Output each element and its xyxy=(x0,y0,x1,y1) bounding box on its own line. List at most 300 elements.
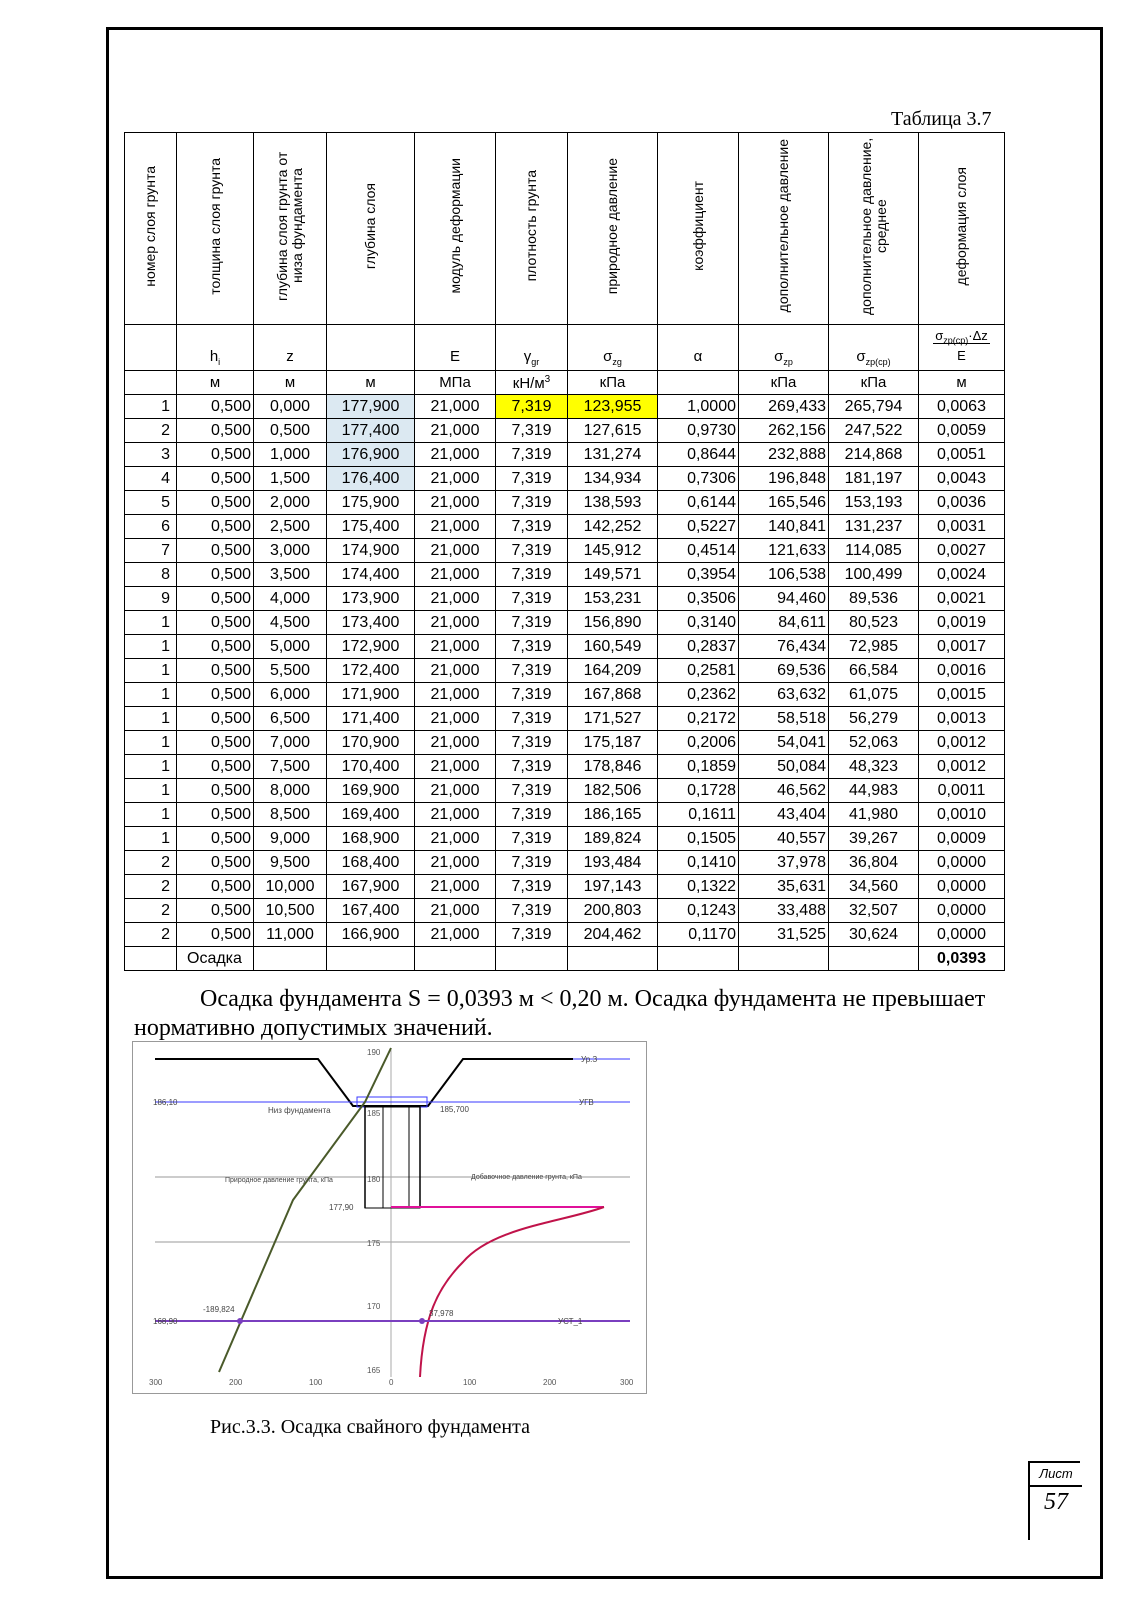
table-row xyxy=(125,827,1005,851)
symbol-cell xyxy=(254,325,327,371)
table-cell: 31,525 xyxy=(739,923,829,947)
table-cell: 0,1728 xyxy=(658,779,739,803)
table-cell: 21,000 xyxy=(415,875,496,899)
x-tick-label: 300 xyxy=(620,1378,634,1387)
table-cell: 197,143 xyxy=(568,875,658,899)
table-cell: 182,506 xyxy=(568,779,658,803)
y-tick-label: 165 xyxy=(367,1366,381,1375)
table-cell: 43,404 xyxy=(739,803,829,827)
table-cell: 6 xyxy=(125,515,177,539)
unit-cell xyxy=(658,371,739,395)
table-cell: 1 xyxy=(125,803,177,827)
table-cell: 171,527 xyxy=(568,707,658,731)
table-cell: 2,500 xyxy=(254,515,327,539)
y-tick-label: 190 xyxy=(367,1048,381,1057)
table-cell: 36,804 xyxy=(829,851,919,875)
symbol-cell xyxy=(496,325,568,371)
table-cell: 7,319 xyxy=(496,779,568,803)
table-cell: 269,433 xyxy=(739,395,829,419)
conclusion-paragraph xyxy=(134,985,1064,1043)
table-cell: 61,075 xyxy=(829,683,919,707)
table-cell: 138,593 xyxy=(568,491,658,515)
symbol-cell xyxy=(327,325,415,371)
unit-cell: м xyxy=(327,371,415,395)
table-cell: 21,000 xyxy=(415,731,496,755)
table-cell: 0,1170 xyxy=(658,923,739,947)
table-cell: 21,000 xyxy=(415,539,496,563)
table-cell: 2 xyxy=(125,875,177,899)
base-value-label: 185,700 xyxy=(440,1105,469,1114)
table-cell: 173,900 xyxy=(327,587,415,611)
table-cell: 149,571 xyxy=(568,563,658,587)
table-cell: 100,499 xyxy=(829,563,919,587)
table-cell: 164,209 xyxy=(568,659,658,683)
table-cell: 1 xyxy=(125,683,177,707)
table-cell: 54,041 xyxy=(739,731,829,755)
table-cell: 21,000 xyxy=(415,419,496,443)
pile-group xyxy=(365,1107,420,1208)
table-cell: 7,319 xyxy=(496,611,568,635)
table-cell: 176,900 xyxy=(327,443,415,467)
conclusion-line-1: Осадка фундамента S = 0,0393 м < 0,20 м. Осадка фундамента не превышает xyxy=(200,986,986,1012)
table-cell: 4,500 xyxy=(254,611,327,635)
table-cell: 175,400 xyxy=(327,515,415,539)
table-cell: 200,803 xyxy=(568,899,658,923)
table-cell: 21,000 xyxy=(415,851,496,875)
table-cell: 0,0000 xyxy=(919,875,1005,899)
table-cell: 7,319 xyxy=(496,659,568,683)
settlement-table xyxy=(124,132,1005,971)
symbol-text: α xyxy=(693,348,703,365)
header-cell xyxy=(415,133,496,325)
table-cell: 21,000 xyxy=(415,923,496,947)
table-cell: 0,500 xyxy=(177,707,254,731)
x-tick-label: 300 xyxy=(149,1378,163,1387)
table-cell xyxy=(415,947,496,971)
table-cell: 167,868 xyxy=(568,683,658,707)
symbol-sub: zp xyxy=(783,357,793,367)
table-cell: 4,000 xyxy=(254,587,327,611)
table-cell: 0,500 xyxy=(177,491,254,515)
table-cell: 7,500 xyxy=(254,755,327,779)
figure-caption: Рис.3.3. Осадка свайного фундамента xyxy=(210,1416,530,1438)
table-cell: 247,522 xyxy=(829,419,919,443)
table-cell: 186,165 xyxy=(568,803,658,827)
unit-cell: кПа xyxy=(568,371,658,395)
table-cell: 9 xyxy=(125,587,177,611)
table-cell: 10,500 xyxy=(254,899,327,923)
table-cell: 0,1859 xyxy=(658,755,739,779)
header-text: модуль деформации xyxy=(446,158,463,294)
table-cell: 7,319 xyxy=(496,803,568,827)
symbol-sub: gr xyxy=(531,357,540,367)
table-cell: 21,000 xyxy=(415,899,496,923)
table-cell: 214,868 xyxy=(829,443,919,467)
symbol-text: σ xyxy=(856,348,866,365)
table-cell: 0,0012 xyxy=(919,755,1005,779)
table-cell: 32,507 xyxy=(829,899,919,923)
table-row xyxy=(125,731,1005,755)
table-cell: 0,500 xyxy=(177,755,254,779)
unit-cell: м xyxy=(177,371,254,395)
header-text: глубина слоя грунта от низа фундамента xyxy=(274,151,305,301)
table-cell: 7,319 xyxy=(496,587,568,611)
table-cell: 0,0011 xyxy=(919,779,1005,803)
x-tick-label: 100 xyxy=(309,1378,323,1387)
symbol-text: σ xyxy=(603,348,613,365)
header-text: плотность грунта xyxy=(523,170,539,282)
table-cell: 170,900 xyxy=(327,731,415,755)
table-cell: 1 xyxy=(125,659,177,683)
table-cell: 131,274 xyxy=(568,443,658,467)
table-row xyxy=(125,923,1005,947)
table-cell: 7,319 xyxy=(496,515,568,539)
header-cell xyxy=(658,133,739,325)
table-cell: 0,3140 xyxy=(658,611,739,635)
symbol-text: z xyxy=(286,348,294,365)
table-cell: 0,0027 xyxy=(919,539,1005,563)
table-cell: 0,500 xyxy=(177,827,254,851)
added-label: Добавочное давление грунта, кПа xyxy=(471,1174,582,1181)
natural-usl-marker xyxy=(237,1318,243,1324)
table-cell: 0,0009 xyxy=(919,827,1005,851)
table-row xyxy=(125,443,1005,467)
table-cell: 168,400 xyxy=(327,851,415,875)
table-cell: 170,400 xyxy=(327,755,415,779)
table-cell: 0,6144 xyxy=(658,491,739,515)
symbol-text: γ xyxy=(523,348,532,365)
table-cell: 7,319 xyxy=(496,683,568,707)
table-cell: 0,500 xyxy=(177,539,254,563)
table-cell: 169,400 xyxy=(327,803,415,827)
table-cell: 174,400 xyxy=(327,563,415,587)
table-cell: 196,848 xyxy=(739,467,829,491)
table-cell: 171,400 xyxy=(327,707,415,731)
table-cell: 3,500 xyxy=(254,563,327,587)
table-cell: 1,0000 xyxy=(658,395,739,419)
table-cell: 0,9730 xyxy=(658,419,739,443)
table-row xyxy=(125,899,1005,923)
table-cell: 2 xyxy=(125,899,177,923)
table-caption: Таблица 3.7 xyxy=(891,108,992,130)
table-cell: 4 xyxy=(125,467,177,491)
unit-cell xyxy=(125,371,177,395)
conclusion-line-2: нормативно допустимых значений. xyxy=(134,1015,493,1041)
table-cell: 8,000 xyxy=(254,779,327,803)
table-cell: 37,978 xyxy=(739,851,829,875)
table-cell: 0,500 xyxy=(177,563,254,587)
pile-tip-label: 177,90 xyxy=(329,1203,354,1212)
table-cell: 7,000 xyxy=(254,731,327,755)
table-cell: 181,197 xyxy=(829,467,919,491)
total-label: Осадка xyxy=(177,947,254,971)
table-cell: 0,3506 xyxy=(658,587,739,611)
table-cell: 0,500 xyxy=(177,731,254,755)
symbol-sub: zp(cp) xyxy=(865,357,891,367)
table-cell: 21,000 xyxy=(415,659,496,683)
table-row xyxy=(125,563,1005,587)
header-text: глубина слоя xyxy=(362,182,378,270)
table-cell: 35,631 xyxy=(739,875,829,899)
table-cell: 156,890 xyxy=(568,611,658,635)
table-row xyxy=(125,611,1005,635)
table-cell: 0,0059 xyxy=(919,419,1005,443)
sheet-label: Лист xyxy=(1030,1463,1082,1487)
table-cell: 94,460 xyxy=(739,587,829,611)
table-cell: 21,000 xyxy=(415,779,496,803)
header-cell xyxy=(177,133,254,325)
table-cell: 0,500 xyxy=(177,659,254,683)
table-cell: 173,400 xyxy=(327,611,415,635)
unit-cell: м xyxy=(254,371,327,395)
table-cell: 7 xyxy=(125,539,177,563)
table-cell: 175,900 xyxy=(327,491,415,515)
settlement-diagram xyxy=(132,1041,647,1394)
table-cell: 1 xyxy=(125,611,177,635)
table-row xyxy=(125,851,1005,875)
table-cell: 44,983 xyxy=(829,779,919,803)
table-cell: 0,1611 xyxy=(658,803,739,827)
symbol-cell xyxy=(415,325,496,371)
table-cell: 0,0031 xyxy=(919,515,1005,539)
table-cell: 177,400 xyxy=(327,419,415,443)
table-cell xyxy=(658,947,739,971)
table-cell xyxy=(254,947,327,971)
unit-cell: кПа xyxy=(829,371,919,395)
table-cell: 175,187 xyxy=(568,731,658,755)
table-cell: 0,500 xyxy=(177,467,254,491)
table-cell: 121,633 xyxy=(739,539,829,563)
table-cell: 0,500 xyxy=(254,419,327,443)
table-cell: 172,400 xyxy=(327,659,415,683)
table-cell: 1 xyxy=(125,827,177,851)
sheet-stamp xyxy=(1028,1461,1080,1540)
table-cell: 131,237 xyxy=(829,515,919,539)
added-pressure-curve xyxy=(420,1207,604,1377)
symbol-cell xyxy=(829,325,919,371)
usl-value-label: 168,90 xyxy=(153,1317,178,1326)
header-text: номер слоя грунта xyxy=(142,165,158,287)
table-row xyxy=(125,491,1005,515)
table-cell: 80,523 xyxy=(829,611,919,635)
table-cell xyxy=(568,947,658,971)
table-cell: 69,536 xyxy=(739,659,829,683)
table-cell: 262,156 xyxy=(739,419,829,443)
table-cell: 169,900 xyxy=(327,779,415,803)
strain-formula: $\sigma_{zp(cp)}\cdot\Delta z$ E xyxy=(935,327,988,364)
table-cell: 177,900 xyxy=(327,395,415,419)
table-cell: 0,500 xyxy=(177,419,254,443)
symbol-cell xyxy=(658,325,739,371)
symbol-cell xyxy=(739,325,829,371)
table-cell: 0,7306 xyxy=(658,467,739,491)
table-cell xyxy=(327,947,415,971)
x-tick-label: 0 xyxy=(389,1378,394,1387)
table-cell: 46,562 xyxy=(739,779,829,803)
table-cell: 7,319 xyxy=(496,731,568,755)
table-cell: 1 xyxy=(125,755,177,779)
ground-profile xyxy=(155,1059,573,1106)
table-cell: 0,0017 xyxy=(919,635,1005,659)
table-cell: 7,319 xyxy=(496,563,568,587)
table-cell: 0,500 xyxy=(177,443,254,467)
symbol-sub: i xyxy=(218,357,221,367)
table-cell: 0,2581 xyxy=(658,659,739,683)
symbol-cell xyxy=(568,325,658,371)
added-usl-marker xyxy=(419,1318,425,1324)
table-cell: 11,000 xyxy=(254,923,327,947)
table-cell: 7,319 xyxy=(496,899,568,923)
unit-cell: м xyxy=(919,371,1005,395)
table-cell: 41,980 xyxy=(829,803,919,827)
table-cell: 21,000 xyxy=(415,755,496,779)
table-cell: 0,500 xyxy=(177,611,254,635)
table-cell: 0,0012 xyxy=(919,731,1005,755)
table-cell: 7,319 xyxy=(496,443,568,467)
table-row xyxy=(125,707,1005,731)
table-cell: 21,000 xyxy=(415,443,496,467)
table-cell: 168,900 xyxy=(327,827,415,851)
table-cell: 72,985 xyxy=(829,635,919,659)
header-cell xyxy=(327,133,415,325)
table-cell: 58,518 xyxy=(739,707,829,731)
table-cell: 33,488 xyxy=(739,899,829,923)
y-tick-label: 185 xyxy=(367,1109,381,1118)
x-tick-label: 200 xyxy=(543,1378,557,1387)
table-cell: 0,500 xyxy=(177,683,254,707)
table-cell: 1 xyxy=(125,395,177,419)
table-cell: 9,000 xyxy=(254,827,327,851)
table-cell: 0,0051 xyxy=(919,443,1005,467)
table-cell: 114,085 xyxy=(829,539,919,563)
table-cell: 2 xyxy=(125,419,177,443)
table-cell: 232,888 xyxy=(739,443,829,467)
natural-usl-value: -189,824 xyxy=(203,1305,235,1314)
table-cell: 21,000 xyxy=(415,395,496,419)
table-cell xyxy=(829,947,919,971)
table-cell: 0,500 xyxy=(177,899,254,923)
table-cell: 21,000 xyxy=(415,635,496,659)
table-cell: 134,934 xyxy=(568,467,658,491)
table-cell: 171,900 xyxy=(327,683,415,707)
table-cell: 172,900 xyxy=(327,635,415,659)
header-cell xyxy=(254,133,327,325)
ugv-value-label: 186,10 xyxy=(153,1098,178,1107)
table-cell xyxy=(496,947,568,971)
table-cell: 0,0019 xyxy=(919,611,1005,635)
table-cell: 174,900 xyxy=(327,539,415,563)
table-cell: 1 xyxy=(125,731,177,755)
table-cell: 7,319 xyxy=(496,395,568,419)
header-cell xyxy=(125,133,177,325)
table-row xyxy=(125,683,1005,707)
table-cell: 5,000 xyxy=(254,635,327,659)
table-cell: 0,8644 xyxy=(658,443,739,467)
table-cell: 0,000 xyxy=(254,395,327,419)
table-cell: 21,000 xyxy=(415,491,496,515)
level-top-label: Ур.З xyxy=(581,1055,598,1064)
table-row xyxy=(125,635,1005,659)
table-cell: 7,319 xyxy=(496,539,568,563)
y-tick-label: 170 xyxy=(367,1302,381,1311)
table-cell: 7,319 xyxy=(496,923,568,947)
table-cell: 7,319 xyxy=(496,755,568,779)
diagram-svg xyxy=(133,1042,646,1393)
table-cell: 7,319 xyxy=(496,635,568,659)
table-row xyxy=(125,515,1005,539)
symbol-cell xyxy=(177,325,254,371)
table-cell: 193,484 xyxy=(568,851,658,875)
table-cell: 0,0016 xyxy=(919,659,1005,683)
table-cell: 0,0036 xyxy=(919,491,1005,515)
table-cell: 21,000 xyxy=(415,827,496,851)
natural-label: Природное давление грунта, кПа xyxy=(225,1177,333,1184)
table-cell: 40,557 xyxy=(739,827,829,851)
total-value: 0,0393 xyxy=(919,947,1005,971)
table-cell: 21,000 xyxy=(415,683,496,707)
table-cell: 127,615 xyxy=(568,419,658,443)
table-cell: 7,319 xyxy=(496,467,568,491)
table-cell: 0,500 xyxy=(177,803,254,827)
table-cell: 0,3954 xyxy=(658,563,739,587)
table-cell: 56,279 xyxy=(829,707,919,731)
header-text: дополнительное давление, среднее xyxy=(857,137,889,315)
table-cell: 166,900 xyxy=(327,923,415,947)
table-cell: 9,500 xyxy=(254,851,327,875)
unit-cell: кПа xyxy=(739,371,829,395)
x-tick-label: 200 xyxy=(229,1378,243,1387)
table-cell: 0,2362 xyxy=(658,683,739,707)
ugv-label: УГВ xyxy=(579,1098,594,1107)
table-cell: 189,824 xyxy=(568,827,658,851)
table-cell: 0,0024 xyxy=(919,563,1005,587)
table-cell: 204,462 xyxy=(568,923,658,947)
table-cell: 6,000 xyxy=(254,683,327,707)
table-cell: 0,0000 xyxy=(919,923,1005,947)
table-cell: 7,319 xyxy=(496,875,568,899)
table-cell: 178,846 xyxy=(568,755,658,779)
table-cell: 0,2837 xyxy=(658,635,739,659)
table-cell: 0,500 xyxy=(177,851,254,875)
unit-cell: $кН/м^3$ xyxy=(496,371,568,395)
table-cell: 0,500 xyxy=(177,587,254,611)
table-cell: 8 xyxy=(125,563,177,587)
table-cell: 21,000 xyxy=(415,587,496,611)
usl-label: УСТ_1 xyxy=(558,1317,583,1326)
table-cell: 0,500 xyxy=(177,395,254,419)
table-cell: 145,912 xyxy=(568,539,658,563)
symbol-cell xyxy=(125,325,177,371)
table-cell: 123,955 xyxy=(568,395,658,419)
table-row xyxy=(125,779,1005,803)
table-row xyxy=(125,659,1005,683)
table-cell: 76,434 xyxy=(739,635,829,659)
table-cell: 160,549 xyxy=(568,635,658,659)
table-row xyxy=(125,539,1005,563)
table-cell: 8,500 xyxy=(254,803,327,827)
table-cell: 3 xyxy=(125,443,177,467)
table-cell: 48,323 xyxy=(829,755,919,779)
table-cell: 30,624 xyxy=(829,923,919,947)
added-usl-value: 37,978 xyxy=(429,1309,454,1318)
table-cell: 1 xyxy=(125,635,177,659)
table-cell: 0,1243 xyxy=(658,899,739,923)
header-cell xyxy=(829,133,919,325)
table-cell: 2,000 xyxy=(254,491,327,515)
table-cell xyxy=(739,947,829,971)
table-cell: 0,500 xyxy=(177,635,254,659)
table-cell: 0,2006 xyxy=(658,731,739,755)
